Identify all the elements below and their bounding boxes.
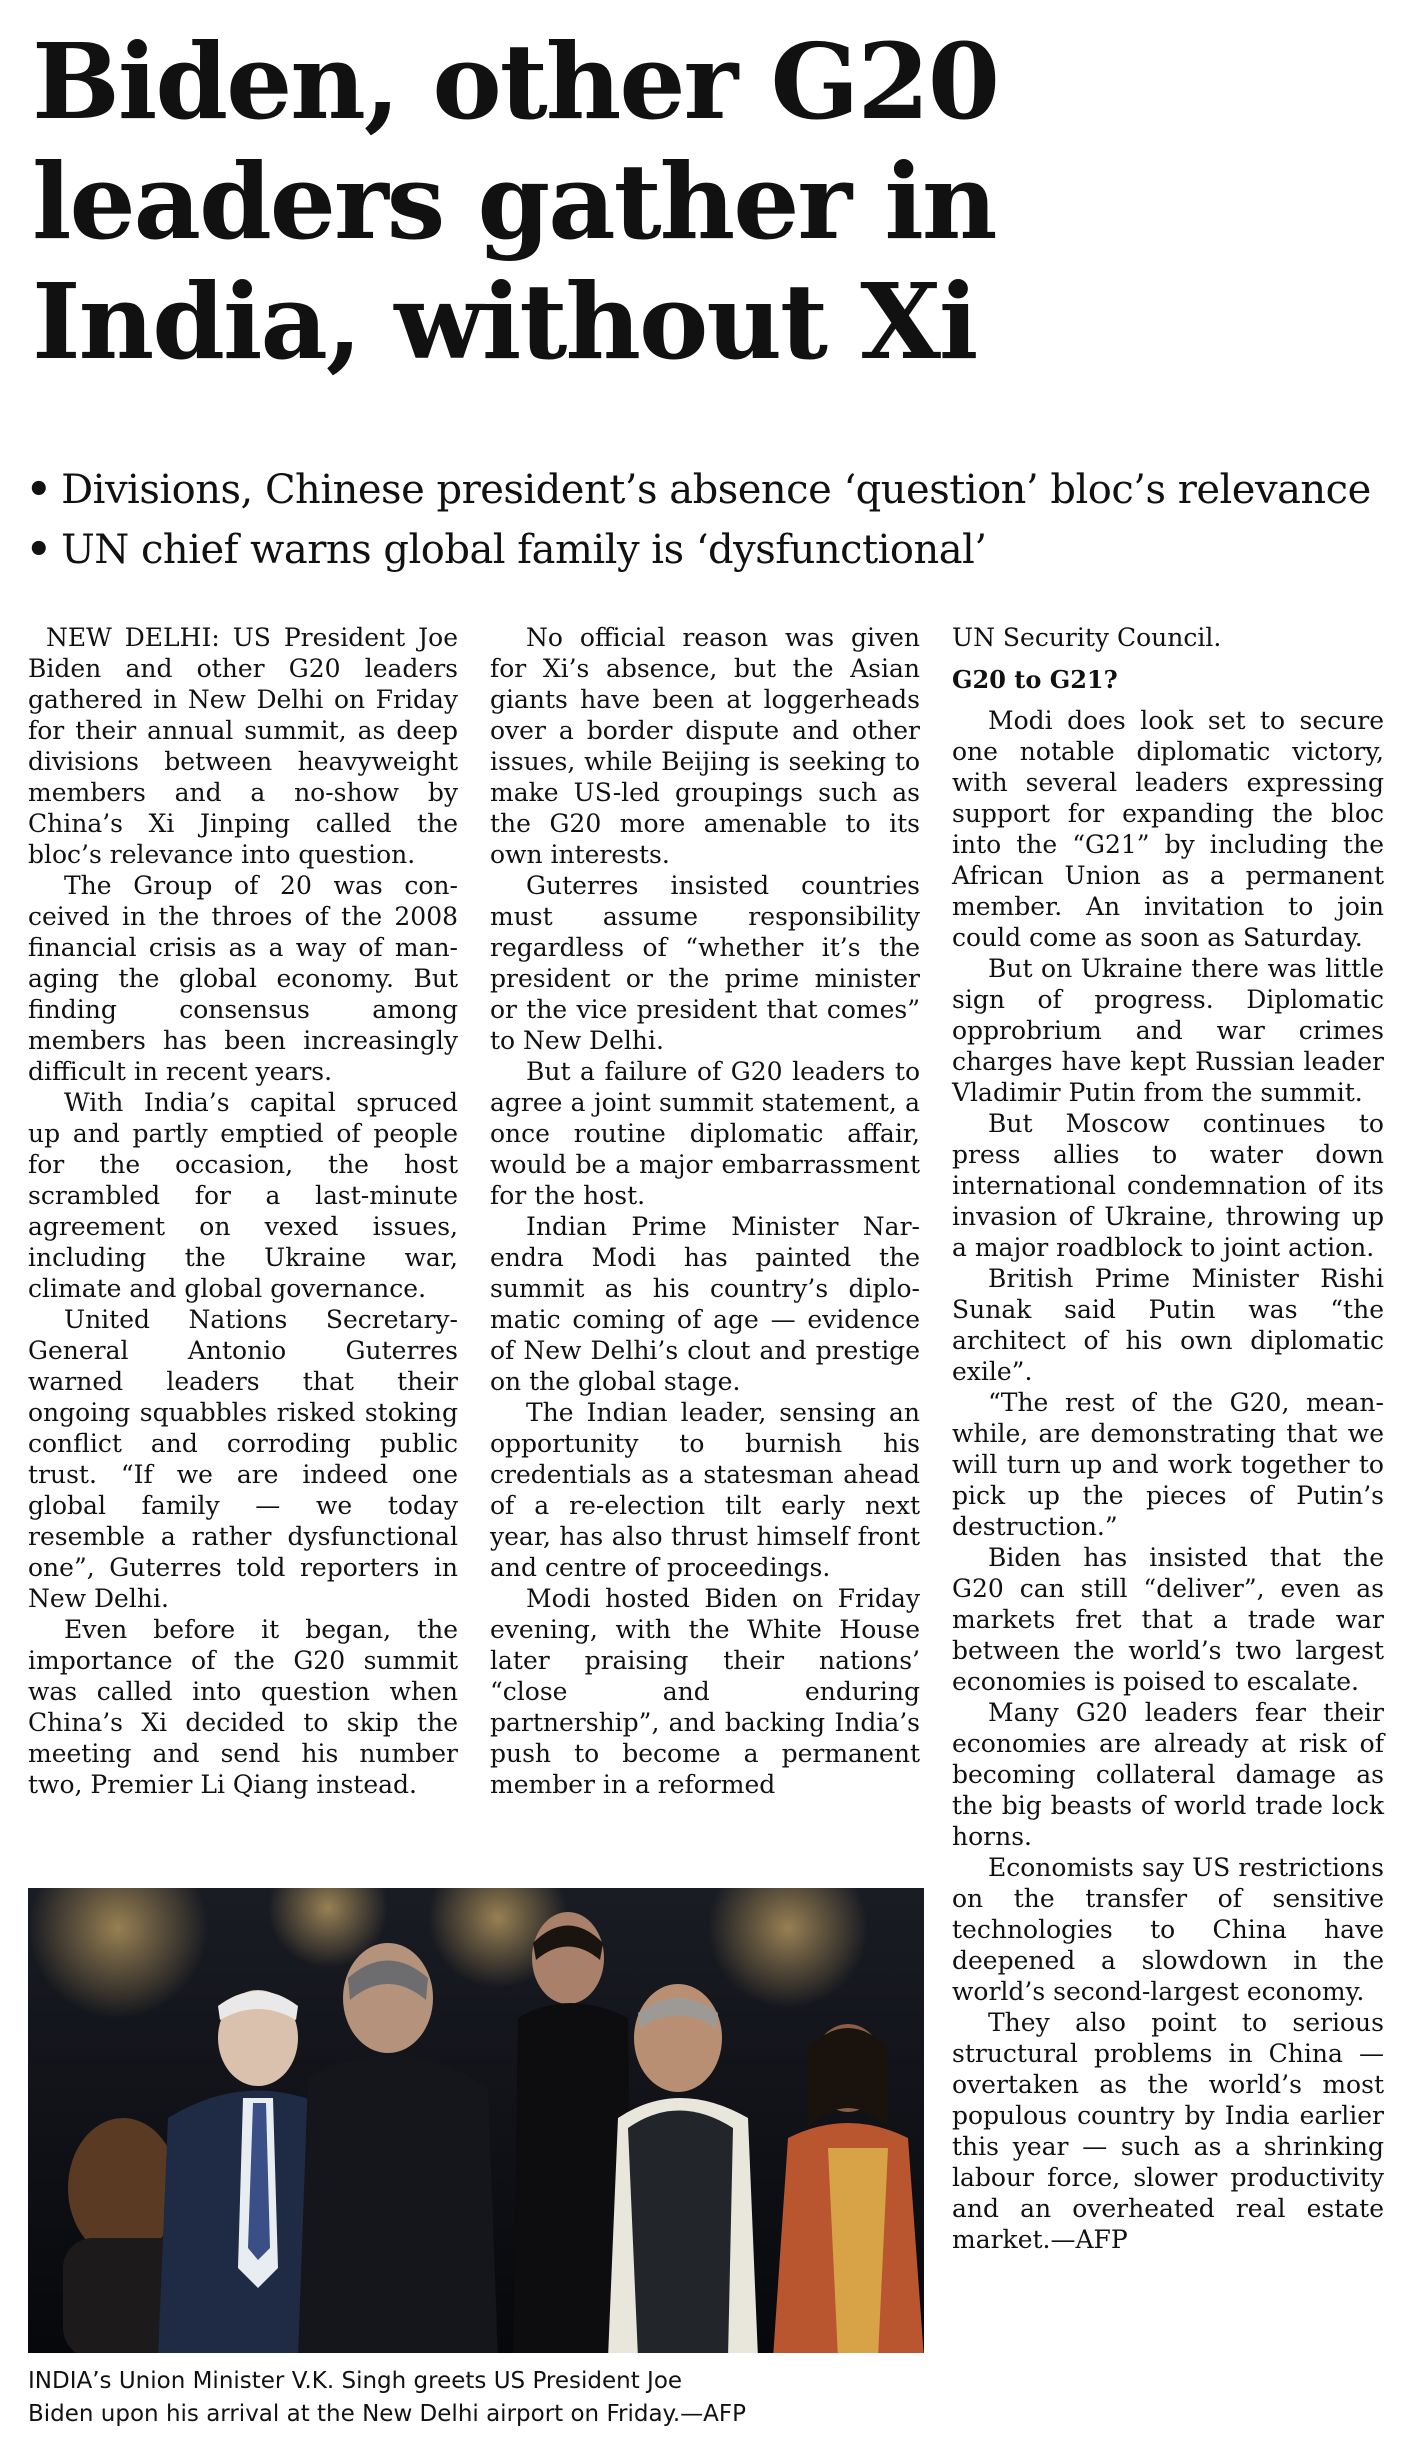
caption-line: INDIA’s Union Minister V.K. Singh greets US President Joe xyxy=(28,2368,683,2394)
deck-bullet-text: Divisions, Chinese president’s absence ‘question’ bloc’s relevance xyxy=(61,467,1371,513)
body-paragraph: Even before it began, the importance of the G20 summit was called into question when China’s Xi decided to skip the meeting and send his number two, Premier Li Qiang instead. xyxy=(28,1615,458,1799)
headline xyxy=(32,22,1372,382)
caption-line: Biden upon his arrival at the New Delhi airport on Friday.—AFP xyxy=(28,2401,747,2427)
body-paragraph: Economists say US restrictions on the transfer of sensitive technologies to China have deepened a slowdown in the world’s second-largest economy. xyxy=(952,1853,1384,2006)
article-column-2 xyxy=(490,622,920,1800)
body-paragraph: UN Security Council. xyxy=(952,623,1222,652)
headline-line-3: India, without Xi xyxy=(32,260,977,383)
body-paragraph: “The rest of the G20, meanwhile, are demonstrating that we will turn up and work together to pick up the pieces of Putin’s destruction.” xyxy=(952,1388,1384,1541)
body-paragraph: But Moscow continues to press allies to water down international condemnation of its invasion of Ukraine, throwing up a major roadblock to joint action. xyxy=(952,1109,1384,1262)
body-paragraph: Modi hosted Biden on Friday evening, with the White House later praising their nations’ “close and enduring partnership”, and backing India’s push to become a permanent member in a reformed xyxy=(490,1584,920,1799)
body-paragraph: No official reason was given for Xi’s absence, but the Asian giants have been at loggerheads over a border dispute and other issues, while Beijing is seeking to make US-led groupings such as the G20 more amenable to its own interests. xyxy=(490,623,920,869)
bullet-dot-icon: • xyxy=(26,466,52,513)
photo-illustration xyxy=(28,1888,924,2353)
body-paragraph: Many G20 leaders fear their economies are already at risk of becoming collateral damage as the big beasts of world trade lock horns. xyxy=(952,1698,1384,1851)
subhead: G20 to G21? xyxy=(952,665,1118,694)
deck-bullets xyxy=(26,460,1396,580)
news-photo xyxy=(28,1888,924,2353)
body-paragraph: The Group of 20 was conceived in the throes of the 2008 financial crisis as a way of managing the global economy. But finding consensus among members has been increasingly difficult in recent years. xyxy=(28,871,458,1086)
bullet-dot-icon: • xyxy=(26,526,52,573)
body-paragraph: NEW DELHI: US President Joe Biden and other G20 leaders gathered in New Delhi on Friday for their annual summit, as deep divisions between heavyweight members and a no-show by China’s Xi Jinping called the bloc’s relevance into question. xyxy=(28,623,458,869)
body-paragraph: They also point to serious structural problems in China — overtaken as the world’s most populous country by India earlier this year — such as a shrinking labour force, slower productivity and an overheated real estate market.—AFP xyxy=(952,2008,1384,2254)
body-paragraph: But a failure of G20 leaders to agree a joint summit statement, a once routine diplomatic affair, would be a major embarrassment for the host. xyxy=(490,1057,920,1210)
body-paragraph: The Indian leader, sensing an opportunity to burnish his credentials as a statesman ahead of a re-election tilt early next year, has also thrust himself front and centre of proceedings. xyxy=(490,1398,920,1582)
body-paragraph: Modi does look set to secure one notable diplomatic victory, with several leaders expressing support for expanding the bloc into the “G21” by including the African Union as a permanent member. An invitation to join could come as soon as Saturday. xyxy=(952,706,1384,952)
headline-line-2: leaders gather in xyxy=(32,140,996,263)
article-column-3 xyxy=(952,622,1384,2255)
body-paragraph: United Nations Secretary-General Antonio Guterres warned leaders that their ongoing squabbles risked stoking conflict and corroding public trust. “If we are indeed one global family — we today resemble a rather dysfunctional one”, Guterres told reporters in New Delhi. xyxy=(28,1305,458,1613)
body-paragraph: With India’s capital spruced up and partly emptied of people for the occasion, the host scrambled for a last-minute agreement on vexed issues, including the Ukraine war, climate and global governance. xyxy=(28,1088,458,1303)
deck-bullet-text: UN chief warns global family is ‘dysfunctional’ xyxy=(61,527,987,573)
body-paragraph: But on Ukraine there was little sign of progress. Diplomatic opprobrium and war crimes charges have kept Russian leader Vladimir Putin from the summit. xyxy=(952,954,1384,1107)
body-paragraph: Indian Prime Minister Narendra Modi has painted the summit as his country’s diplomatic coming of age — evidence of New Delhi’s clout and prestige on the global stage. xyxy=(490,1212,920,1396)
body-paragraph: British Prime Minister Rishi Sunak said Putin was “the architect of his own diplomatic exile”. xyxy=(952,1264,1384,1386)
body-paragraph: Biden has insisted that the G20 can still “deliver”, even as markets fret that a trade war between the world’s two largest economies is poised to escalate. xyxy=(952,1543,1384,1696)
deck-bullet xyxy=(26,460,1396,520)
body-paragraph: Guterres insisted countries must assume responsibility regardless of “whether it’s the president or the prime minister or the vice president that comes” to New Delhi. xyxy=(490,871,920,1055)
photo-caption xyxy=(28,2365,924,2431)
headline-line-1: Biden, other G20 xyxy=(32,20,999,143)
deck-bullet xyxy=(26,520,1396,580)
article-column-1 xyxy=(28,622,458,1800)
